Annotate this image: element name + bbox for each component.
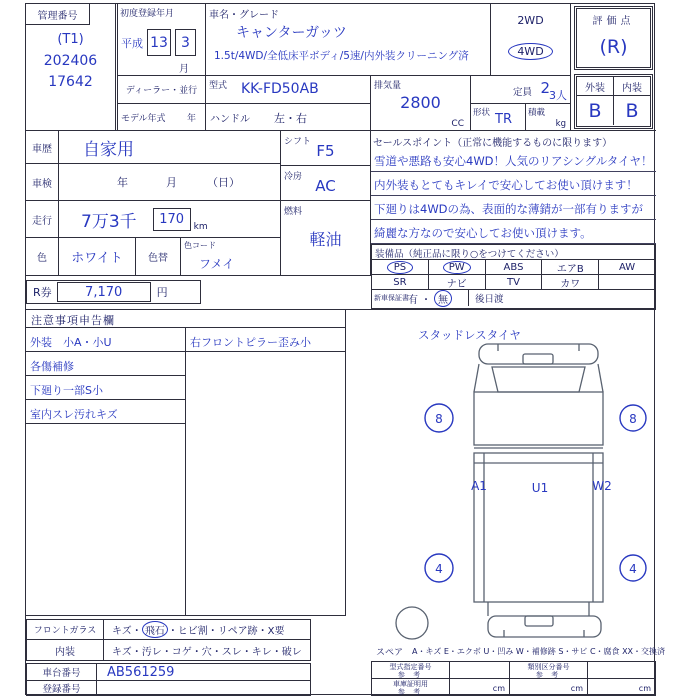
dealer-parallel-label: ディーラー・並行 (118, 76, 206, 104)
first-registration-cell (118, 4, 206, 76)
shift-label: シフト (284, 137, 312, 147)
displacement-label: 排気量 (374, 81, 402, 91)
interior-grade: B (625, 99, 639, 122)
equipment-row2 (372, 275, 655, 290)
drive-4wd-option-circled: 4WD (508, 43, 552, 60)
first-registration-year: 13 (147, 29, 171, 56)
rear-right-wheel-mark: 4 (629, 562, 637, 576)
notes-entry: 室内スレ汚れキズ (26, 400, 185, 424)
reference-table (371, 661, 656, 696)
equipment-header: 装備品（純正品に限り○をつけてください） (372, 245, 655, 260)
interior-condition-label: 内装 (27, 640, 104, 660)
cargo-bed-shape (474, 453, 603, 602)
first-registration-month-unit: 月 (179, 64, 189, 75)
warranty-yes: 有 (408, 294, 418, 306)
interior-label: 内装 (622, 82, 642, 94)
exterior-grade: B (577, 96, 614, 125)
capacity-front-value: 2 (540, 79, 550, 97)
model-code-cell (206, 76, 371, 104)
first-registration-label: 初度登録年月 (120, 9, 175, 19)
warranty-extra: 後日渡 (475, 294, 504, 305)
measurement-cm-cell: cm (510, 679, 588, 695)
equipment-item-pw-circled: PW (443, 261, 471, 274)
color-code-cell (181, 238, 281, 276)
interior-condition-value: キズ・汚レ・コゲ・穴・スレ・キレ・破レ (112, 646, 302, 658)
displacement-value: 2800 (400, 93, 441, 112)
measurement-cm-cell: cm (450, 679, 510, 695)
chassis-registration-box (26, 663, 311, 696)
diagram-note: スタッドレスタイヤ (418, 328, 521, 342)
sales-point-line: 下廻りは4WDの為、表面的な薄錆が一部有りますが (371, 196, 656, 220)
shape-cell (471, 104, 526, 131)
load-label: 積載 (528, 108, 546, 118)
management-number-line2: 202406 (43, 53, 98, 69)
drive-4wd-wrap (491, 40, 570, 60)
color-code-label: 色コード (184, 241, 216, 250)
type-designation-value: 参 考 (397, 671, 424, 679)
management-number-line1: (T1) (57, 32, 84, 47)
equipment-item-aw: AW (618, 261, 636, 273)
history-value: 自家用 (59, 131, 281, 164)
load-cell (526, 104, 571, 131)
color-value: ホワイト (59, 238, 136, 276)
notes-entry: 下廻り一部S小 (26, 376, 185, 400)
fuel-label: 燃料 (284, 207, 303, 217)
warranty-row (372, 290, 655, 306)
mileage-value: 7万3千 (81, 211, 137, 232)
notes-section (26, 309, 346, 616)
windshield-condition-pre: キズ・ (112, 626, 142, 637)
color-code-value: フメイ (199, 257, 235, 271)
truck-diagram (346, 340, 656, 640)
vehicle-name-cell (206, 4, 491, 76)
sales-point-line: 雪道や悪路も安心4WD！人気のリアシングルタイヤ！ (371, 148, 656, 172)
cab-shape (474, 392, 603, 445)
equipment-item-ps-circled: PS (387, 261, 413, 274)
warranty-choice (408, 290, 452, 307)
chassis-number-value: AB561259 (97, 664, 310, 681)
glass-interior-box (26, 619, 311, 661)
load-unit: kg (555, 119, 566, 129)
rating-area (571, 4, 656, 131)
recycle-ticket-value: 7,170 (57, 282, 151, 302)
category-classification-cell (510, 662, 588, 679)
registration-number-label: 登録番号 (27, 681, 97, 695)
mileage-unit: km (193, 222, 208, 232)
equipment-item-leather: カワ (542, 275, 599, 289)
windshield-stone-chip-circled: 飛石 (142, 621, 168, 638)
model-year-label: モデル年式 (121, 114, 166, 124)
damage-mark-a1: A1 (471, 479, 487, 493)
rating-label: 評価点 (592, 15, 635, 27)
drive-type-cell (491, 4, 571, 76)
equipment-row1 (372, 260, 655, 275)
fuel-value: 軽油 (309, 230, 342, 249)
equipment-item-navi: ナビ (429, 275, 486, 289)
inspection-day-unit: （日） (207, 176, 240, 189)
capacity-cell (471, 76, 571, 104)
rating-value: (R) (599, 36, 628, 58)
mileage-label: 走行 (26, 201, 59, 238)
handle-cell (206, 104, 371, 131)
front-left-wheel-mark: 8 (435, 412, 443, 426)
notes-right-column (186, 328, 345, 616)
fuel-cell (281, 201, 371, 276)
mileage-odometer-box: 170 (153, 208, 191, 231)
model-code-value: KK-FD50AB (241, 81, 319, 97)
notes-entry: 各傷補修 (26, 352, 185, 376)
ac-cell (281, 166, 371, 201)
diagram-section (346, 309, 656, 645)
recycle-ticket-label: R券 (33, 286, 52, 299)
sales-point-header: セールスポイント（正常に機能するものに限ります） (373, 138, 613, 149)
exterior-label: 外装 (577, 77, 614, 95)
rear-left-wheel-mark: 4 (435, 562, 443, 576)
sales-point-line: 綺麗な方なので安心してお使い頂けます。 (371, 220, 656, 244)
rating-box (574, 6, 653, 70)
equipment-item-tv: TV (486, 275, 543, 289)
inspection-month-unit: 月 (166, 176, 177, 189)
mileage-cell (59, 201, 281, 238)
management-number-line3: 17642 (48, 74, 93, 90)
warranty-label: 新車保証書 (374, 294, 409, 302)
spare-label: スペア (376, 648, 404, 658)
model-year-unit: 年 (186, 114, 196, 124)
sales-point-list (371, 148, 656, 244)
windshield-label: フロントガラス (27, 620, 104, 640)
warranty-dot: ・ (421, 294, 431, 306)
notes-entry: 右フロントピラー歪み小 (186, 328, 345, 352)
category-classification-value: 参 考 (535, 671, 562, 679)
drive-2wd-option: 2WD (517, 14, 544, 27)
type-designation-blank (450, 662, 510, 679)
ac-value: AC (315, 177, 336, 195)
garage-certificate-cell (372, 679, 450, 695)
vehicle-grade-value: 1.5t/4WD/全低床平ボディ/5速/内外装クリーニング済 (214, 50, 469, 62)
model-code-label: 型式 (209, 81, 228, 91)
windshield-shape (492, 367, 585, 392)
inspection-year-unit: 年 (117, 176, 128, 189)
vehicle-name-value: キャンターガッツ (236, 25, 347, 41)
category-classification-label: 類別区分番号 (527, 663, 570, 671)
damage-mark-u1: U1 (531, 481, 549, 495)
recycle-ticket-unit: 円 (156, 286, 168, 299)
first-registration-month: 3 (175, 29, 196, 56)
shift-cell (281, 131, 371, 166)
handle-label: ハンドル (210, 114, 250, 125)
auction-sheet (25, 3, 666, 696)
notes-entry: 外装 小A・小U (26, 328, 185, 352)
first-registration-era: 平成 (121, 37, 143, 50)
registration-number-value (97, 681, 310, 695)
equipment-box (371, 244, 656, 309)
type-designation-cell (372, 662, 450, 679)
capacity-total-value: 3人 (549, 89, 567, 102)
windshield-condition-post: ・ヒビ割・リペア跡・X要 (167, 626, 285, 637)
measurement-cm-cell: cm (638, 684, 651, 693)
equipment-item-empty (599, 275, 655, 289)
color-change-label: 色替 (136, 238, 181, 276)
shape-label: 形状 (473, 108, 491, 118)
displacement-cell (371, 76, 471, 131)
recycle-ticket-cell (26, 280, 201, 304)
equipment-item-sr: SR (372, 275, 429, 289)
shape-value: TR (495, 112, 512, 127)
chassis-number-label: 車台番号 (27, 664, 97, 681)
warranty-no-circled: 無 (434, 290, 452, 307)
legend-row (346, 645, 666, 658)
shift-value: F5 (316, 142, 335, 160)
color-label: 色 (26, 238, 59, 276)
inspection-label: 車検 (26, 164, 59, 201)
handle-value: 左・右 (274, 111, 307, 125)
exterior-interior-box (574, 74, 653, 129)
front-right-wheel-mark: 8 (629, 412, 637, 426)
model-year-cell (118, 104, 206, 131)
management-number-label: 管理番号 (26, 4, 90, 25)
damage-mark-w2: W2 (592, 479, 612, 493)
management-number-cell (26, 4, 118, 131)
spare-tire-shape (396, 607, 428, 639)
garage-certificate-label: 車庫証明用 (393, 680, 428, 688)
windshield-condition (104, 620, 310, 640)
vehicle-name-label: 車名・グレード (209, 10, 279, 21)
notes-left-column (26, 328, 186, 616)
displacement-unit: CC (451, 119, 464, 129)
inspection-cell (59, 164, 281, 201)
garage-certificate-value: 参 考 (397, 688, 424, 696)
notes-header: 注意事項申告欄 (26, 310, 345, 328)
sales-point-line: 内外装もとてもキレイで安心してお使い頂けます！ (371, 172, 656, 196)
type-designation-label: 型式指定番号 (389, 663, 432, 671)
damage-legend: A・キズ E・エクボ U・凹み W・補修跡 S・サビ C・腐食 XX・交換済 (412, 647, 666, 656)
equipment-item-abs: ABS (486, 260, 543, 274)
ac-label: 冷房 (284, 172, 303, 182)
category-classification-blank (588, 662, 655, 679)
equipment-item-airbag: エアB (542, 260, 599, 274)
capacity-label: 定員 (512, 87, 532, 98)
history-label: 車歴 (26, 131, 59, 164)
